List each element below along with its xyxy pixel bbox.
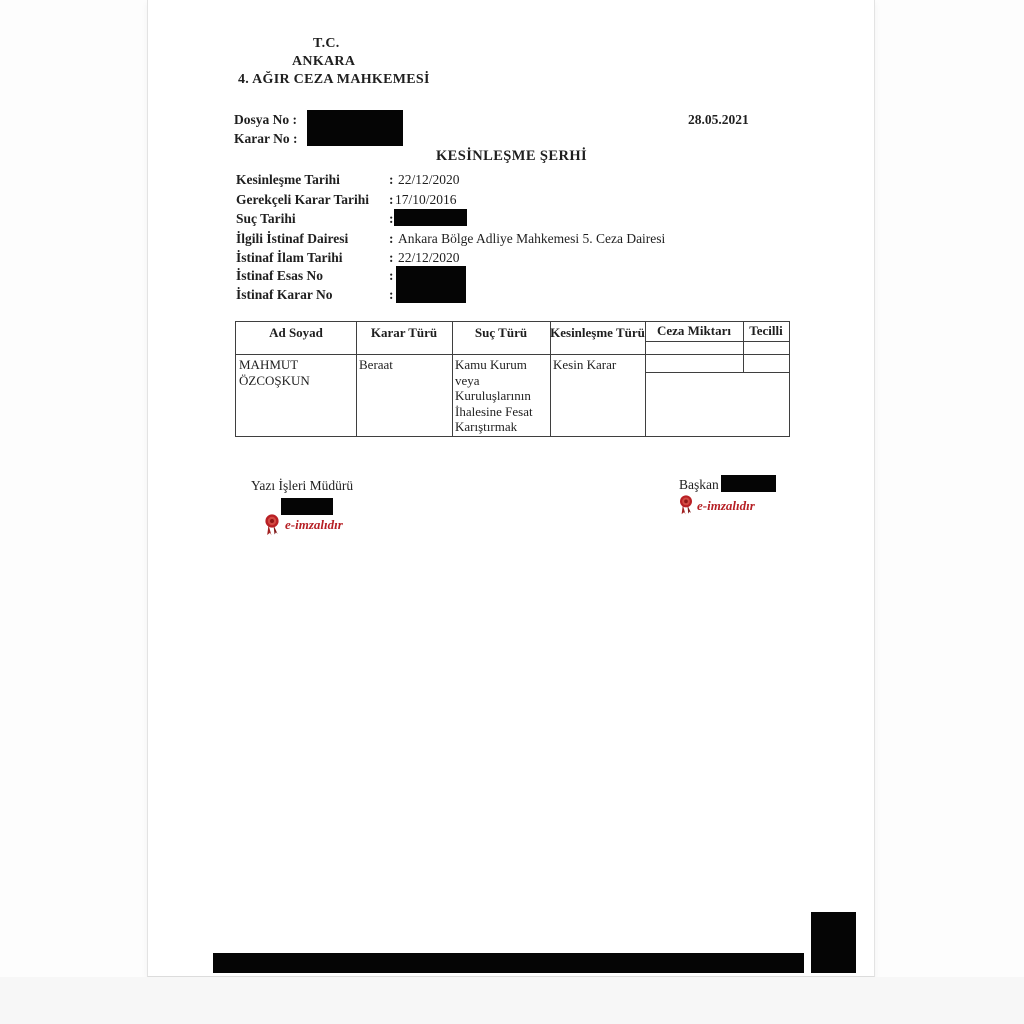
court-header-line3: 4. AĞIR CEZA MAHKEMESİ (238, 72, 430, 87)
column-header-ceza-miktari: Ceza Miktarı (656, 323, 731, 338)
field-separator: : (389, 192, 394, 207)
e-signature-seal-icon (265, 514, 279, 536)
court-header-line2: ANKARA (292, 54, 356, 69)
defendants-table (235, 321, 790, 437)
cell-suc-turu: Kamu Kurum veya Kuruluşlarının İhalesine Fesat Karıştırmak (455, 357, 533, 434)
redaction-box (396, 266, 466, 303)
document-page (147, 0, 875, 977)
column-header-kesinlesme-turu: Kesinleşme Türü (550, 325, 645, 340)
signature-title-president: Başkan (679, 477, 719, 492)
field-label: İstinaf Karar No (236, 287, 333, 302)
field-label: Suç Tarihi (236, 211, 296, 226)
redaction-box (213, 953, 804, 973)
column-header-ad-soyad: Ad Soyad (269, 325, 323, 340)
field-separator: : (389, 287, 394, 302)
table-grid-line (645, 341, 789, 342)
field-value: 17/10/2016 (395, 192, 457, 207)
field-label: İstinaf İlam Tarihi (236, 250, 343, 265)
redaction-box (394, 209, 467, 226)
field-value: 22/12/2020 (398, 172, 460, 187)
field-label: Gerekçeli Karar Tarihi (236, 192, 369, 207)
field-separator: : (389, 211, 394, 226)
column-header-suc-turu: Suç Türü (474, 325, 528, 340)
column-header-tecilli: Tecilli (749, 323, 783, 338)
karar-no-label: Karar No : (234, 131, 298, 146)
signature-title-clerk: Yazı İşleri Müdürü (251, 478, 354, 493)
page-bottom-margin (0, 977, 1024, 1024)
field-separator: : (389, 268, 394, 283)
redaction-box (721, 475, 776, 492)
redaction-box (281, 498, 333, 515)
page-title: KESİNLEŞME ŞERHİ (436, 148, 588, 164)
field-label: İstinaf Esas No (236, 268, 324, 283)
dosya-no-label: Dosya No : (234, 112, 297, 127)
document-date: 28.05.2021 (688, 112, 749, 127)
field-label: Kesinleşme Tarihi (236, 172, 340, 187)
field-separator: : (389, 172, 394, 187)
cell-karar-turu: Beraat (359, 357, 393, 372)
court-header-line1: T.C. (313, 36, 340, 51)
e-signature-seal-icon (679, 495, 693, 515)
field-value: Ankara Bölge Adliye Mahkemesi 5. Ceza Dairesi (398, 231, 666, 246)
field-label: İlgili İstinaf Dairesi (236, 231, 349, 246)
cell-kesinlesme-turu: Kesin Karar (553, 357, 617, 372)
table-grid-line (645, 322, 646, 436)
table-grid-line (645, 372, 789, 373)
field-value: 22/12/2020 (398, 250, 460, 265)
field-separator: : (389, 250, 394, 265)
cell-ad-soyad: MAHMUT ÖZCOŞKUN (239, 357, 310, 388)
redaction-box (307, 110, 403, 146)
table-grid-line (236, 354, 789, 355)
redaction-box (811, 912, 856, 973)
field-separator: : (389, 231, 394, 246)
e-signature-stamp-text: e-imzalıdır (285, 517, 343, 532)
e-signature-stamp-text: e-imzalıdır (697, 498, 755, 513)
column-header-karar-turu: Karar Türü (370, 325, 438, 340)
